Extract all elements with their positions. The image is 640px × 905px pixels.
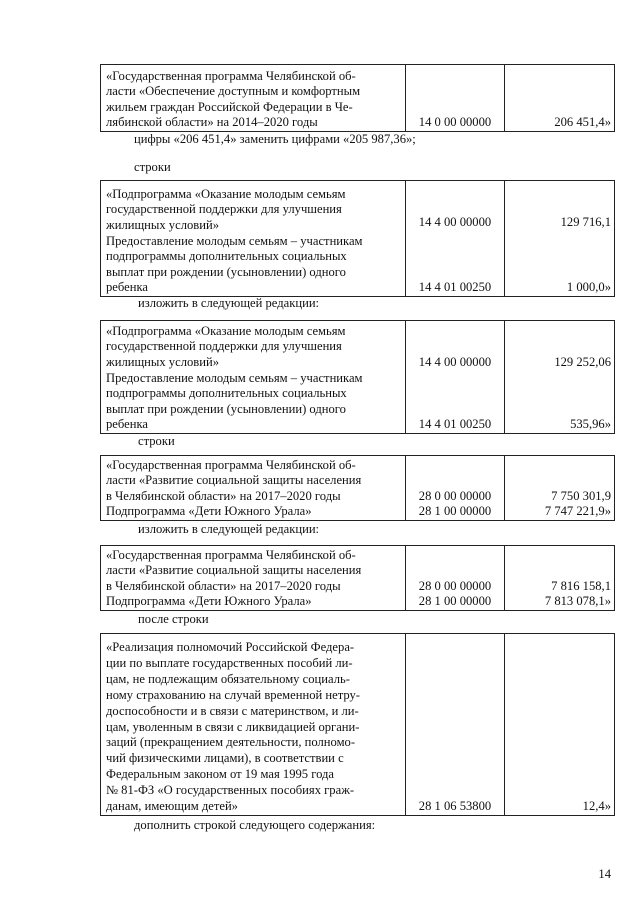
row-name-line: Подпрограмма «Дети Южного Урала»	[106, 504, 312, 519]
row-sum: 535,96»	[570, 417, 611, 432]
table-row	[101, 65, 615, 132]
row-sum: 1 000,0»	[566, 280, 611, 295]
row-name-line: № 81-ФЗ «О государственных пособиях граж-	[106, 783, 355, 798]
row-code: 28 1 06 53800	[418, 799, 492, 814]
row-name-line: Федеральным законом от 19 мая 1995 года	[106, 767, 335, 782]
row-name-line: чий физическими лицами), в соответствии с	[106, 751, 344, 766]
row-code: 14 4 00 00000	[418, 355, 492, 369]
table-row	[101, 181, 615, 297]
row-name-line: подпрограммы дополнительных социальных	[106, 249, 347, 264]
row-name-line: жилищных условий»	[106, 355, 219, 370]
row-code: 14 4 01 00250	[418, 280, 492, 295]
row-name-line: «Государственная программа Челябинской об-	[106, 68, 356, 83]
row-name-line: государственной поддержки для улучшения	[106, 202, 342, 217]
row-name-cell	[101, 547, 405, 610]
table-row	[101, 456, 615, 521]
row-name-line: Подпрограмма «Дети Южного Урала»	[106, 594, 312, 609]
instruction-text: после строки	[138, 612, 209, 626]
row-code: 28 0 00 00000	[418, 488, 492, 503]
row-code: 14 4 00 00000	[418, 215, 492, 229]
row-sum: 129 716,1	[560, 215, 611, 229]
row-name-line: ласти «Развитие социальной защиты населения	[106, 473, 362, 488]
budget-table-5	[100, 545, 615, 611]
row-name-cell	[101, 323, 405, 433]
instruction-text: строки	[138, 434, 175, 448]
row-name-line: цам, уволенным в связи с ликвидацией органи-	[106, 719, 360, 734]
row-name-line: подпрограммы дополнительных социальных	[106, 386, 347, 401]
budget-table-4	[100, 455, 615, 521]
row-name-line: в Челябинской области» на 2017–2020 годы	[106, 578, 341, 593]
row-name-cell	[101, 639, 405, 815]
row-name-cell	[101, 186, 405, 296]
row-sum: 12,4»	[582, 799, 611, 814]
row-code: 14 4 01 00250	[418, 417, 492, 432]
row-name-line: жилищных условий»	[106, 218, 219, 233]
instruction-text: дополнить строкой следующего содержания:	[134, 818, 376, 832]
row-name-line: Предоставление молодым семьям – участникам	[106, 233, 363, 248]
row-sum: 206 451,4»	[554, 115, 611, 130]
row-name-line: ному страхованию на случай временной нетру-	[106, 687, 360, 702]
row-sum: 7 813 078,1»	[544, 594, 611, 609]
row-name-line: «Подпрограмма «Оказание молодым семьям	[106, 323, 346, 338]
row-name-line: выплат при рождении (усыновлении) одного	[106, 401, 346, 416]
budget-table-1	[100, 64, 615, 132]
page-number: 14	[598, 867, 611, 881]
instruction-text: изложить в следующей редакции:	[138, 522, 320, 536]
row-name-cell	[101, 68, 405, 131]
row-sum: 7 816 158,1	[551, 578, 611, 593]
row-sum: 7 750 301,9	[551, 488, 611, 503]
row-name-line: в Челябинской области» на 2017–2020 годы	[106, 488, 341, 503]
row-name-line: ласти «Обеспечение доступным и комфортным	[106, 84, 361, 99]
row-name-line: доспособности и в связи с материнством, и ли-	[106, 703, 359, 718]
row-sum: 7 747 221,9»	[544, 504, 611, 519]
row-name-line: государственной поддержки для улучшения	[106, 339, 342, 354]
row-code: 28 1 00 00000	[418, 504, 492, 519]
row-name-line: ции по выплате государственных пособий ли-	[106, 655, 353, 670]
budget-table-3	[100, 320, 615, 434]
table-row	[101, 321, 615, 434]
table-row	[101, 546, 615, 611]
instruction-text: цифры «206 451,4» заменить цифрами «205 987,36»;	[134, 132, 416, 146]
row-name-line: жильем граждан Российской Федерации в Че-	[106, 99, 353, 114]
row-name-line: ребенка	[106, 280, 148, 295]
row-code: 14 0 00 00000	[418, 115, 492, 130]
row-sum: 129 252,06	[554, 355, 611, 369]
budget-table-2	[100, 180, 615, 297]
row-name-line: «Государственная программа Челябинской об-	[106, 457, 356, 472]
row-name-line: «Подпрограмма «Оказание молодым семьям	[106, 186, 346, 201]
row-name-line: «Реализация полномочий Российской Федера-	[106, 640, 355, 655]
row-name-line: заций (прекращением деятельности, полномо-	[106, 735, 356, 750]
table-row	[101, 634, 615, 816]
row-code: 28 1 00 00000	[418, 594, 492, 609]
instruction-text: изложить в следующей редакции:	[138, 296, 320, 310]
budget-table-6	[100, 633, 615, 816]
row-name-line: лябинской области» на 2014–2020 годы	[106, 115, 318, 130]
instruction-text: строки	[134, 160, 171, 174]
row-name-line: цам, не подлежащим обязательному социаль-	[106, 671, 350, 686]
row-name-line: выплат при рождении (усыновлении) одного	[106, 264, 346, 279]
row-code: 28 0 00 00000	[418, 578, 492, 593]
row-name-line: Предоставление молодым семьям – участникам	[106, 370, 363, 385]
row-name-line: ласти «Развитие социальной защиты населения	[106, 563, 362, 578]
row-name-line: ребенка	[106, 417, 148, 432]
row-name-cell	[101, 457, 405, 520]
row-name-line: «Государственная программа Челябинской об-	[106, 547, 356, 562]
row-name-line: данам, имеющим детей»	[106, 799, 238, 814]
